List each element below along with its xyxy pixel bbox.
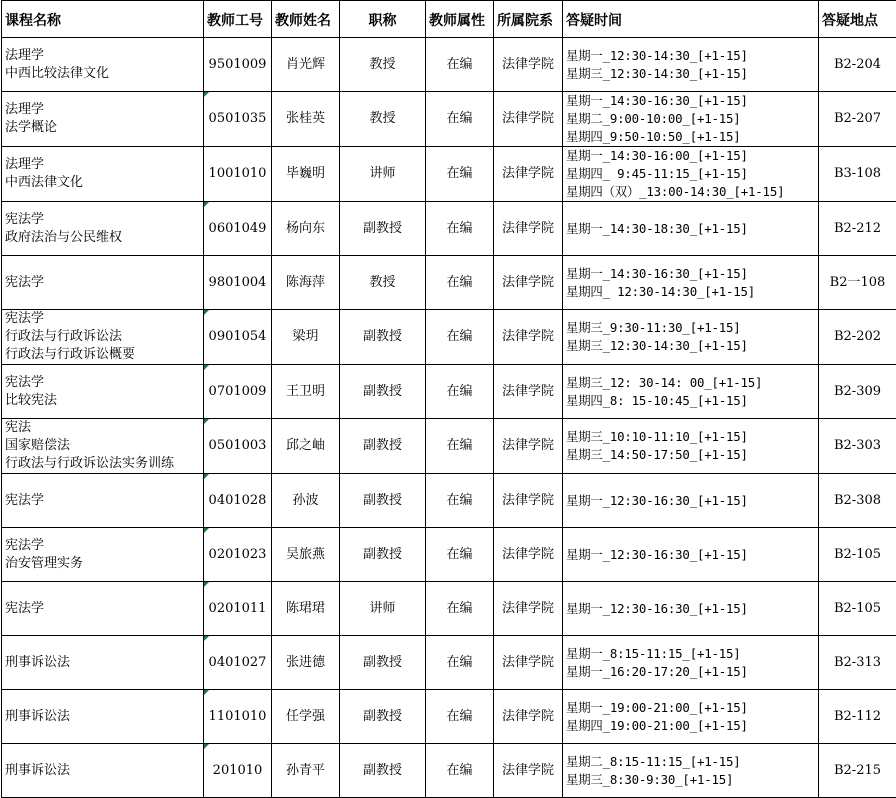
qa-place-cell: B2-303	[819, 419, 896, 474]
cell-line: 宪法学	[5, 600, 200, 618]
department-cell: 法律学院	[494, 365, 563, 419]
qa-time-cell	[563, 474, 819, 528]
cell-line: 星期四（双）_13:00-14:30_[+1-15]	[566, 183, 815, 201]
title-cell: 副教授	[340, 419, 426, 474]
qa-time-cell	[563, 310, 819, 365]
table-row	[2, 365, 896, 419]
table-row	[2, 474, 896, 528]
qa-place-cell: B2-207	[819, 92, 896, 147]
department-cell: 法律学院	[494, 38, 563, 92]
title-cell: 讲师	[340, 582, 426, 636]
cell-line: 星期三_12:30-14:30_[+1-15]	[566, 337, 815, 355]
table-row	[2, 38, 896, 92]
cell-line: 中西法律文化	[5, 174, 200, 192]
title-cell: 教授	[340, 38, 426, 92]
qa-time-cell	[563, 690, 819, 744]
teacher-name-cell: 张桂英	[272, 92, 340, 147]
department-cell: 法律学院	[494, 636, 563, 690]
header-teacher-id: 教师工号	[204, 1, 272, 38]
cell-line: 宪法	[5, 419, 200, 437]
department-cell: 法律学院	[494, 582, 563, 636]
course-cell	[2, 365, 204, 419]
teacher-attr-cell: 在编	[426, 147, 494, 202]
cell-line: 星期一_14:30-16:30_[+1-15]	[566, 265, 815, 283]
header-qa-place: 答疑地点	[819, 1, 896, 38]
table-row	[2, 147, 896, 202]
cell-line: 宪法学	[5, 537, 200, 555]
cell-line: 星期一_14:30-18:30_[+1-15]	[566, 220, 815, 238]
cell-line: 宪法学	[5, 492, 200, 510]
teacher-attr-cell: 在编	[426, 38, 494, 92]
cell-line: 星期四_ 12:30-14:30_[+1-15]	[566, 283, 815, 301]
cell-line: 星期一_16:20-17:20_[+1-15]	[566, 663, 815, 681]
teacher-attr-cell: 在编	[426, 256, 494, 310]
teacher-name-cell: 陈海萍	[272, 256, 340, 310]
header-title: 职称	[340, 1, 426, 38]
cell-line: 星期一_12:30-16:30_[+1-15]	[566, 492, 815, 510]
teacher-id-cell: 0201023	[204, 528, 272, 582]
course-cell	[2, 528, 204, 582]
qa-place-cell: B2-212	[819, 202, 896, 256]
table-row	[2, 582, 896, 636]
qa-place-cell: B2-308	[819, 474, 896, 528]
department-cell: 法律学院	[494, 744, 563, 798]
cell-line: 星期三_8:30-9:30_[+1-15]	[566, 771, 815, 789]
table-row	[2, 744, 896, 798]
qa-place-cell: B2一108	[819, 256, 896, 310]
table-row	[2, 92, 896, 147]
cell-line: 治安管理实务	[5, 555, 200, 573]
cell-line: 星期一_8:15-11:15_[+1-15]	[566, 645, 815, 663]
title-cell: 副教授	[340, 636, 426, 690]
teacher-id-cell: 201010	[204, 744, 272, 798]
cell-line: 法学概论	[5, 119, 200, 137]
teacher-id-cell: 0501003	[204, 419, 272, 474]
course-cell	[2, 202, 204, 256]
teacher-name-cell: 邱之岫	[272, 419, 340, 474]
cell-line: 星期一_12:30-14:30_[+1-15]	[566, 47, 815, 65]
cell-line: 刑事诉讼法	[5, 708, 200, 726]
qa-time-cell	[563, 147, 819, 202]
qa-time-cell	[563, 202, 819, 256]
department-cell: 法律学院	[494, 690, 563, 744]
cell-line: 星期一_19:00-21:00_[+1-15]	[566, 699, 815, 717]
cell-line: 星期三_9:30-11:30_[+1-15]	[566, 319, 815, 337]
cell-line: 星期三_12:30-14:30_[+1-15]	[566, 65, 815, 83]
table-row	[2, 690, 896, 744]
title-cell: 副教授	[340, 310, 426, 365]
cell-line: 星期一_14:30-16:00_[+1-15]	[566, 147, 815, 165]
cell-line: 法理学	[5, 156, 200, 174]
header-course: 课程名称	[2, 1, 204, 38]
cell-line: 比较宪法	[5, 392, 200, 410]
cell-line: 刑事诉讼法	[5, 762, 200, 780]
course-cell	[2, 310, 204, 365]
cell-line: 宪法学	[5, 310, 200, 328]
cell-line: 中西比较法律文化	[5, 65, 200, 83]
teacher-attr-cell: 在编	[426, 690, 494, 744]
teacher-attr-cell: 在编	[426, 528, 494, 582]
qa-time-cell	[563, 528, 819, 582]
teacher-name-cell: 任学强	[272, 690, 340, 744]
cell-line: 星期三_14:50-17:50_[+1-15]	[566, 446, 815, 464]
teacher-id-cell: 0401028	[204, 474, 272, 528]
table-row	[2, 256, 896, 310]
cell-line: 行政法与行政诉讼法	[5, 328, 200, 346]
qa-time-cell	[563, 582, 819, 636]
teacher-id-cell: 0201011	[204, 582, 272, 636]
title-cell: 副教授	[340, 365, 426, 419]
title-cell: 教授	[340, 92, 426, 147]
title-cell: 副教授	[340, 690, 426, 744]
teacher-id-cell: 0501035	[204, 92, 272, 147]
teacher-attr-cell: 在编	[426, 582, 494, 636]
qa-time-cell	[563, 365, 819, 419]
teacher-name-cell: 孙波	[272, 474, 340, 528]
table-row	[2, 528, 896, 582]
qa-place-cell: B2-202	[819, 310, 896, 365]
teacher-name-cell: 孙青平	[272, 744, 340, 798]
teacher-id-cell: 0701009	[204, 365, 272, 419]
table-row	[2, 636, 896, 690]
teacher-id-cell: 9501009	[204, 38, 272, 92]
course-cell	[2, 582, 204, 636]
course-cell	[2, 38, 204, 92]
cell-line: 星期四_8: 15-10:45_[+1-15]	[566, 392, 815, 410]
department-cell: 法律学院	[494, 147, 563, 202]
qa-place-cell: B2-215	[819, 744, 896, 798]
cell-line: 星期一_12:30-16:30_[+1-15]	[566, 600, 815, 618]
qa-place-cell: B2-112	[819, 690, 896, 744]
office-hours-table	[1, 0, 896, 798]
table-row	[2, 310, 896, 365]
teacher-attr-cell: 在编	[426, 744, 494, 798]
course-cell	[2, 636, 204, 690]
teacher-id-cell: 1101010	[204, 690, 272, 744]
cell-line: 宪法学	[5, 274, 200, 292]
course-cell	[2, 256, 204, 310]
teacher-id-cell: 1001010	[204, 147, 272, 202]
cell-line: 星期二_9:00-10:00_[+1-15]	[566, 110, 815, 128]
cell-line: 国家赔偿法	[5, 437, 200, 455]
header-qa-time: 答疑时间	[563, 1, 819, 38]
qa-time-cell	[563, 744, 819, 798]
teacher-name-cell: 肖光辉	[272, 38, 340, 92]
header-teacher-attr: 教师属性	[426, 1, 494, 38]
title-cell: 副教授	[340, 744, 426, 798]
header-row	[2, 1, 896, 38]
cell-line: 刑事诉讼法	[5, 654, 200, 672]
teacher-id-cell: 0601049	[204, 202, 272, 256]
qa-time-cell	[563, 636, 819, 690]
qa-place-cell: B2-105	[819, 528, 896, 582]
course-cell	[2, 147, 204, 202]
teacher-name-cell: 杨向东	[272, 202, 340, 256]
teacher-id-cell: 9801004	[204, 256, 272, 310]
department-cell: 法律学院	[494, 202, 563, 256]
qa-place-cell: B2-309	[819, 365, 896, 419]
cell-line: 法理学	[5, 47, 200, 65]
teacher-attr-cell: 在编	[426, 474, 494, 528]
course-cell	[2, 419, 204, 474]
cell-line: 星期四_9:50-10:50_[+1-15]	[566, 128, 815, 146]
teacher-attr-cell: 在编	[426, 636, 494, 690]
cell-line: 星期三_10:10-11:10_[+1-15]	[566, 428, 815, 446]
teacher-name-cell: 王卫明	[272, 365, 340, 419]
teacher-name-cell: 陈珺珺	[272, 582, 340, 636]
title-cell: 讲师	[340, 147, 426, 202]
department-cell: 法律学院	[494, 92, 563, 147]
teacher-name-cell: 梁玥	[272, 310, 340, 365]
title-cell: 副教授	[340, 528, 426, 582]
cell-line: 星期二_8:15-11:15_[+1-15]	[566, 753, 815, 771]
qa-place-cell: B3-108	[819, 147, 896, 202]
department-cell: 法律学院	[494, 256, 563, 310]
department-cell: 法律学院	[494, 528, 563, 582]
teacher-name-cell: 张进德	[272, 636, 340, 690]
qa-place-cell: B2-204	[819, 38, 896, 92]
teacher-id-cell: 0901054	[204, 310, 272, 365]
cell-line: 星期一_14:30-16:30_[+1-15]	[566, 92, 815, 110]
course-cell	[2, 92, 204, 147]
course-cell	[2, 690, 204, 744]
cell-line: 宪法学	[5, 374, 200, 392]
teacher-attr-cell: 在编	[426, 419, 494, 474]
teacher-name-cell: 吴旅燕	[272, 528, 340, 582]
header-department: 所属院系	[494, 1, 563, 38]
teacher-attr-cell: 在编	[426, 365, 494, 419]
cell-line: 星期四_19:00-21:00_[+1-15]	[566, 717, 815, 735]
cell-line: 宪法学	[5, 211, 200, 229]
department-cell: 法律学院	[494, 419, 563, 474]
qa-time-cell	[563, 419, 819, 474]
header-teacher-name: 教师姓名	[272, 1, 340, 38]
teacher-attr-cell: 在编	[426, 92, 494, 147]
department-cell: 法律学院	[494, 310, 563, 365]
cell-line: 政府法治与公民维权	[5, 229, 200, 247]
teacher-id-cell: 0401027	[204, 636, 272, 690]
qa-time-cell	[563, 92, 819, 147]
department-cell: 法律学院	[494, 474, 563, 528]
course-cell	[2, 474, 204, 528]
course-cell	[2, 744, 204, 798]
table-row	[2, 202, 896, 256]
qa-time-cell	[563, 38, 819, 92]
cell-line: 星期三_12: 30-14: 00_[+1-15]	[566, 374, 815, 392]
teacher-attr-cell: 在编	[426, 202, 494, 256]
title-cell: 教授	[340, 256, 426, 310]
qa-time-cell	[563, 256, 819, 310]
cell-line: 行政法与行政诉讼概要	[5, 346, 200, 364]
table-row	[2, 419, 896, 474]
teacher-attr-cell: 在编	[426, 310, 494, 365]
qa-place-cell: B2-105	[819, 582, 896, 636]
title-cell: 副教授	[340, 474, 426, 528]
teacher-name-cell: 毕巍明	[272, 147, 340, 202]
qa-place-cell: B2-313	[819, 636, 896, 690]
cell-line: 星期四_ 9:45-11:15_[+1-15]	[566, 165, 815, 183]
title-cell: 副教授	[340, 202, 426, 256]
cell-line: 行政法与行政诉讼法实务训练	[5, 455, 200, 473]
cell-line: 星期一_12:30-16:30_[+1-15]	[566, 546, 815, 564]
cell-line: 法理学	[5, 101, 200, 119]
